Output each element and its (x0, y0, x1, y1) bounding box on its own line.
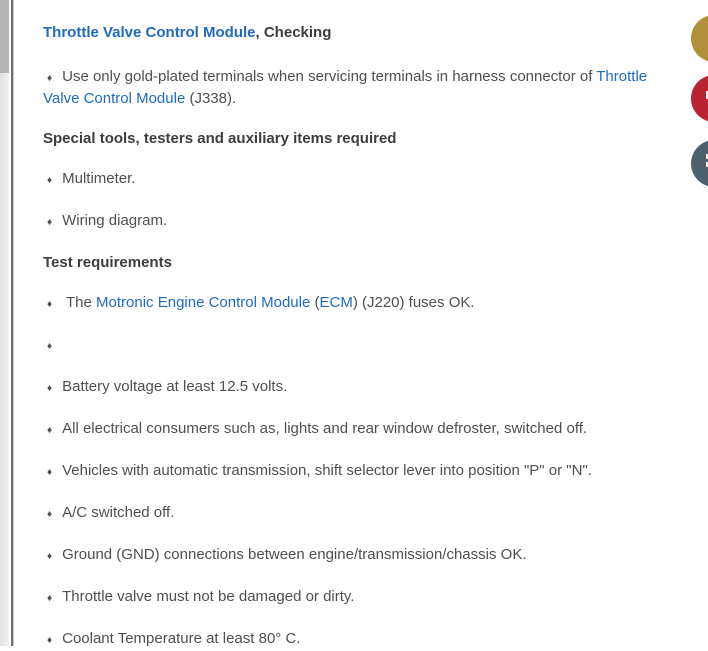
bullet-item (43, 587, 673, 609)
intro-module-link[interactable]: Throttle Valve Control Module (43, 68, 648, 107)
bullet-diamond-icon: ♦ (47, 341, 53, 352)
bullet-item (43, 377, 673, 399)
bullet-item (43, 461, 673, 483)
bullet-text: All electrical consumers such as, lights and rear window defroster, switched off. (62, 420, 588, 437)
special-tools-heading: Special tools, testers and auxiliary items required (43, 130, 397, 147)
bullet-item (43, 335, 673, 357)
bullet-diamond-icon: ♦ (47, 73, 53, 84)
bullet-diamond-icon: ♦ (47, 509, 53, 520)
bullet-text: Throttle valve must not be damaged or dirty. (62, 588, 355, 605)
bullet-diamond-icon: ♦ (47, 635, 53, 646)
title-suffix: , Checking (255, 24, 332, 41)
bullet-text: A/C switched off. (62, 504, 175, 521)
page-title (43, 25, 673, 41)
bullet-text: Multimeter. (62, 170, 136, 187)
bullet-diamond-icon: ♦ (47, 425, 53, 436)
scrollbar-thumb[interactable] (0, 0, 9, 73)
bullet-diamond-icon: ♦ (47, 175, 53, 186)
bullet-diamond-icon: ♦ (47, 217, 53, 228)
bullet-item (43, 545, 673, 567)
bullet-text: Vehicles with automatic transmission, shift selector lever into position "P" or "N". (62, 462, 592, 479)
bullet-diamond-icon: ♦ (47, 299, 53, 310)
bullet-item (43, 503, 673, 525)
intro-text-post: (J338). (185, 90, 237, 107)
bullet-diamond-icon: ♦ (47, 383, 53, 394)
bullet-diamond-icon: ♦ (47, 551, 53, 562)
scrollbar-track[interactable] (0, 0, 9, 646)
test-requirements-list (43, 335, 673, 651)
bullet-item (43, 419, 673, 441)
ecm-text-post: ) (J220) fuses OK. (352, 294, 475, 311)
title-module-link[interactable]: Throttle Valve Control Module (43, 24, 256, 41)
bullet-item (43, 629, 673, 651)
ecm-abbrev-link[interactable]: ECM (319, 294, 353, 311)
intro-text-pre: Use only gold-plated terminals when servicing terminals in harness connector of (62, 68, 597, 85)
intro-bullet (43, 67, 673, 109)
ecm-bullet (43, 293, 673, 315)
bullet-item (43, 211, 673, 233)
test-requirements-heading: Test requirements (43, 254, 172, 271)
bullet-text: Battery voltage at least 12.5 volts. (62, 378, 288, 395)
special-tools-list (43, 169, 673, 233)
bullet-text: Coolant Temperature at least 80° C. (62, 630, 301, 647)
bullet-text: Ground (GND) connections between engine/transmission/chassis OK. (62, 546, 527, 563)
bullet-text: Wiring diagram. (62, 212, 168, 229)
ecm-text-mid: ( (310, 294, 320, 311)
bullet-diamond-icon: ♦ (47, 593, 53, 604)
document-content (14, 0, 708, 646)
bullet-item (43, 169, 673, 191)
ecm-text-pre: The (62, 294, 97, 311)
ecm-module-link[interactable]: Motronic Engine Control Module (96, 294, 311, 311)
bullet-diamond-icon: ♦ (47, 467, 53, 478)
